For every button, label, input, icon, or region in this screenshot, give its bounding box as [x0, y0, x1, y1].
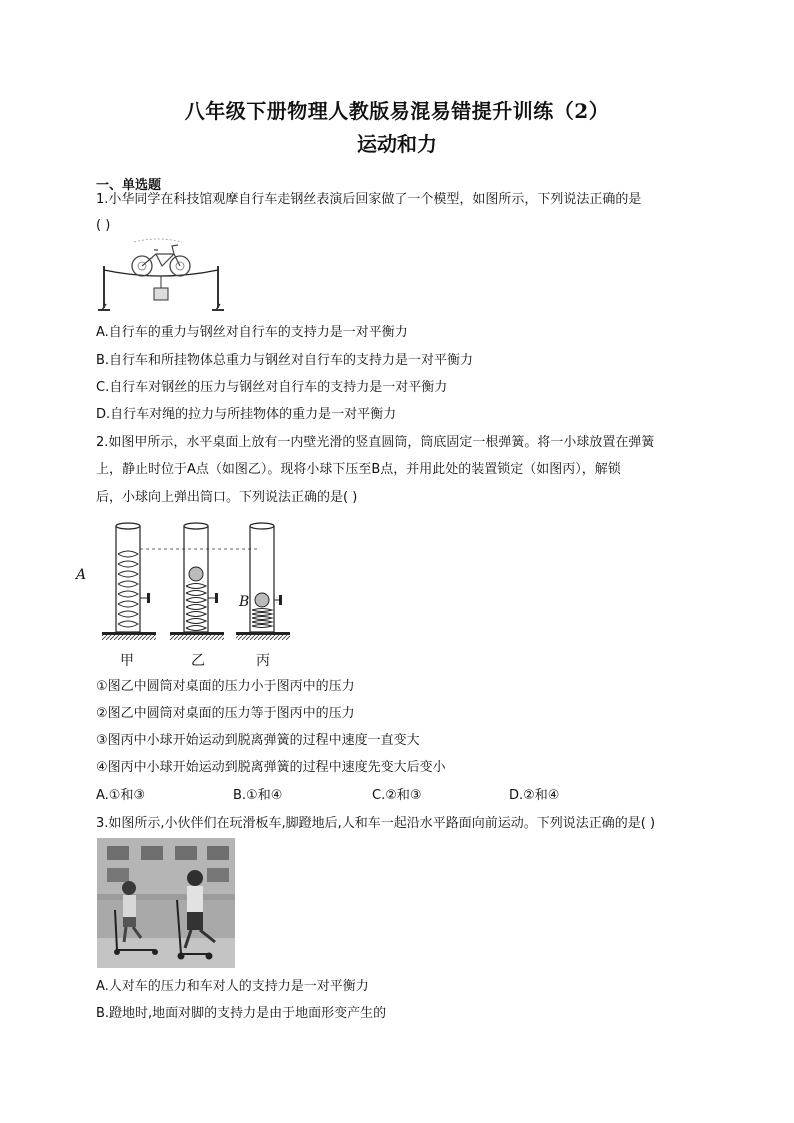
q2-choice-a: A.①和③ [96, 788, 146, 803]
q1-stem-line1: 1.小华同学在科技馆观摩自行车走钢丝表演后回家做了一个模型，如图所示，下列说法正确的是 [96, 192, 642, 207]
figure-label-yi: 乙 [191, 653, 205, 669]
section-heading: 一、单选题 [96, 178, 162, 193]
q2-statement-3: ③图丙中小球开始运动到脱离弹簧的过程中速度一直变大 [96, 733, 420, 748]
q2-choice-d: D.②和④ [509, 788, 560, 803]
q1-option-a: A.自行车的重力与钢丝对自行车的支持力是一对平衡力 [96, 325, 408, 340]
q3-option-b: B.蹬地时,地面对脚的支持力是由于地面形变产生的 [96, 1006, 387, 1021]
q1-stem-line2: ( ) [96, 218, 111, 233]
q3-scooter-photo [97, 838, 235, 968]
point-a-label: A [76, 567, 87, 583]
document-title: 八年级下册物理人教版易混易错提升训练（2） [184, 99, 610, 123]
q2-statement-4: ④图丙中小球开始运动到脱离弹簧的过程中速度先变大后变小 [96, 760, 446, 775]
cylinder-jia [102, 523, 156, 640]
q2-spring-cylinder-figure [98, 516, 294, 648]
q2-choice-b: B.①和④ [233, 788, 283, 803]
q1-option-c: C.自行车对钢丝的压力与钢丝对自行车的支持力是一对平衡力 [96, 380, 448, 395]
q1-option-d: D.自行车对绳的拉力与所挂物体的重力是一对平衡力 [96, 407, 397, 422]
cylinder-bing [236, 523, 290, 640]
q1-bicycle-tightrope-figure [96, 236, 228, 316]
cylinder-yi [170, 523, 224, 640]
document-subtitle: 运动和力 [357, 132, 437, 156]
q2-choice-c: C.②和③ [372, 788, 422, 803]
q3-option-a: A.人对车的压力和车对人的支持力是一对平衡力 [96, 979, 369, 994]
q2-stem-line1: 2.如图甲所示，水平桌面上放有一内壁光滑的竖直圆筒，筒底固定一根弹簧。将一小球放置在弹簧 [96, 435, 655, 450]
figure-label-bing: 丙 [256, 653, 270, 669]
q2-stem-line3: 后，小球向上弹出筒口。下列说法正确的是( ) [96, 490, 358, 505]
q1-option-b: B.自行车和所挂物体总重力与钢丝对自行车的支持力是一对平衡力 [96, 353, 474, 368]
point-b-label: B [239, 594, 250, 610]
q2-statement-1: ①图乙中圆筒对桌面的压力小于图丙中的压力 [96, 679, 355, 694]
figure-label-jia: 甲 [120, 653, 134, 669]
q2-statement-2: ②图乙中圆筒对桌面的压力等于图丙中的压力 [96, 706, 355, 721]
q2-stem-line2: 上，静止时位于A点（如图乙）。现将小球下压至B点，并用此处的装置锁定（如图丙），解锁 [96, 462, 621, 477]
q3-stem: 3.如图所示,小伙伴们在玩滑板车,脚蹬地后,人和车一起沿水平路面向前运动。下列说法正确的是( ) [96, 816, 656, 831]
